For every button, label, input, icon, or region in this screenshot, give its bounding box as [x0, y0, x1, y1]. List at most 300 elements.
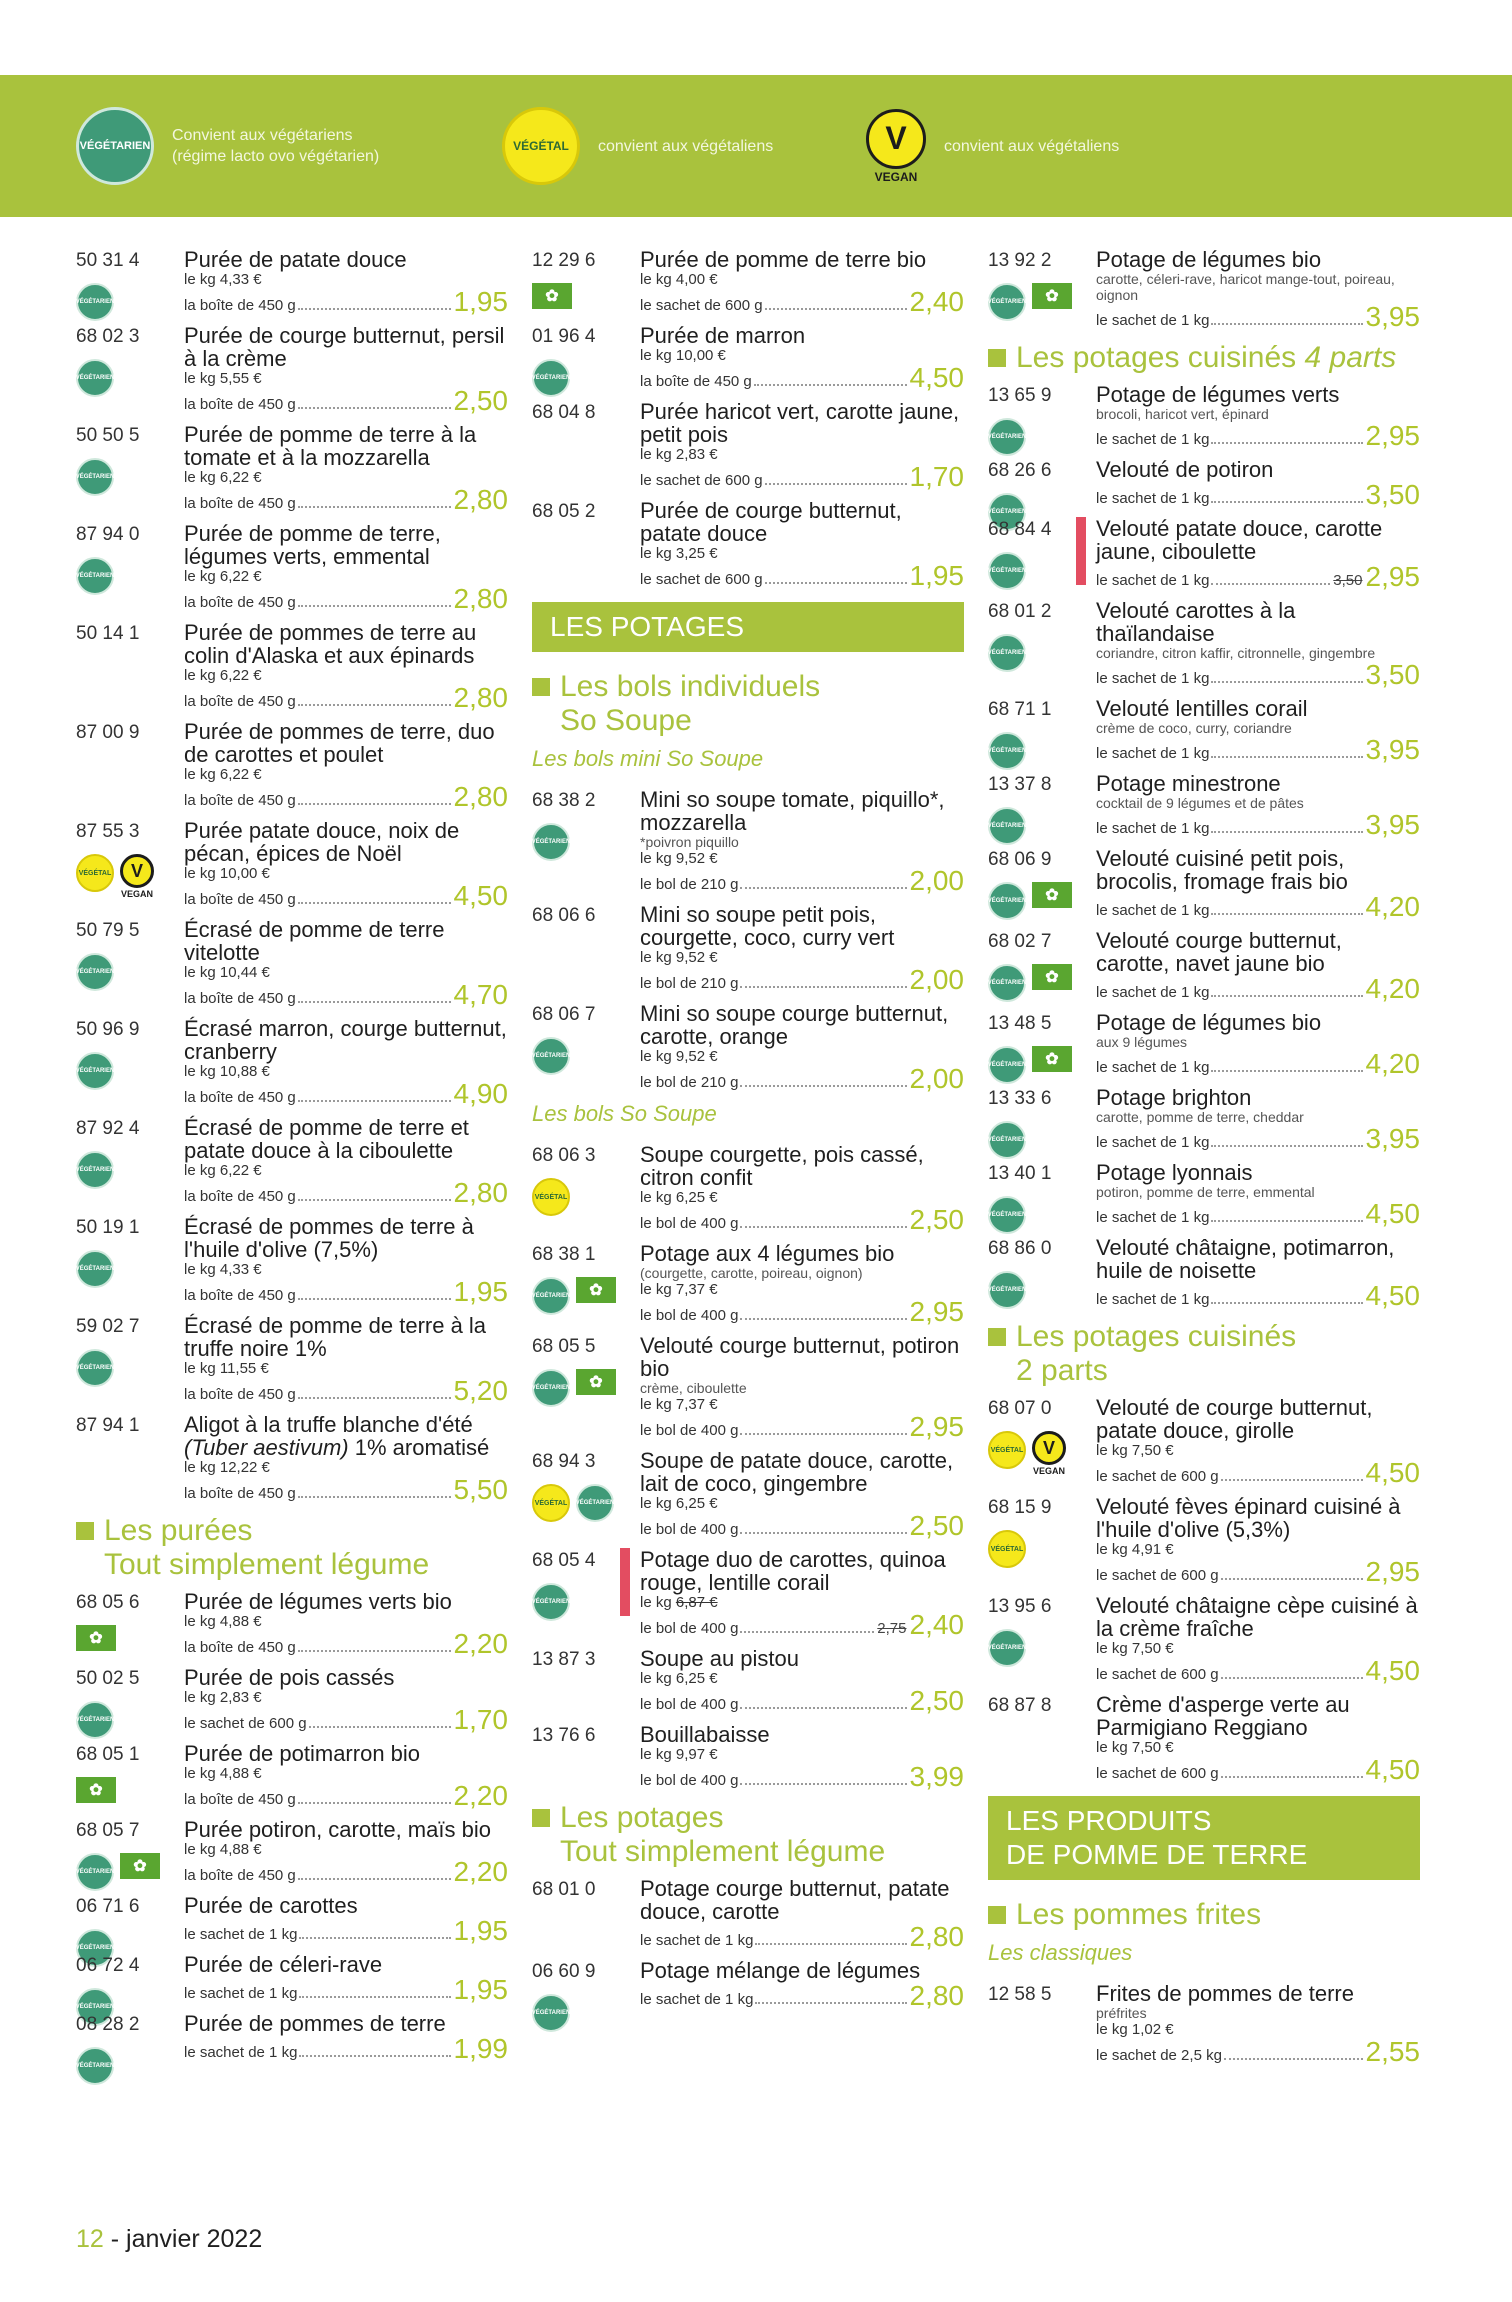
product-item	[988, 1495, 1420, 1586]
package-size: le bol de 400 g	[640, 1215, 739, 1232]
product-name: Purée haricot vert, carotte jaune, petit pois	[640, 399, 960, 447]
product-item	[988, 1982, 1420, 2066]
price-line	[184, 585, 508, 613]
vegetarien-icon: VÉGÉTARIEN	[532, 1277, 570, 1315]
leader-dots	[298, 1199, 451, 1201]
product-name: Frites de pommes de terre	[1096, 1981, 1354, 2006]
product-item	[76, 1590, 508, 1658]
price-per-kg-text: le kg 5,55 €	[184, 370, 262, 387]
product-description: crème, ciboulette	[640, 1380, 747, 1396]
price-per-kg-text: le kg 9,52 €	[640, 949, 718, 966]
product-item	[76, 1818, 508, 1886]
product-code: 87 94 0	[76, 524, 140, 545]
price: 1,95	[453, 1915, 508, 1946]
vegan-label: VEGAN	[120, 889, 153, 899]
price-per-kg-text: le kg 7,50 €	[1096, 1640, 1174, 1657]
leader-dots	[740, 1631, 874, 1633]
leader-dots	[740, 986, 906, 988]
leader-dots	[1211, 323, 1362, 325]
bio-label-icon: ✿	[532, 283, 572, 309]
package-size: le sachet de 1 kg	[1096, 431, 1210, 448]
price-per-kg-text: le kg 11,55 €	[184, 1360, 269, 1377]
package-size: le bol de 400 g	[640, 1620, 739, 1637]
product-code: 13 76 6	[532, 1725, 596, 1746]
product-labels	[76, 1052, 114, 1090]
product-description: potiron, pomme de terre, emmental	[1096, 1184, 1315, 1200]
package-size: le sachet de 2,5 kg	[1096, 2047, 1222, 2064]
heading-square	[988, 349, 1006, 367]
price: 2,95	[1365, 561, 1420, 592]
product-labels	[532, 359, 570, 397]
leader-dots	[740, 1433, 906, 1435]
leader-dots	[1211, 1220, 1362, 1222]
package-size: le sachet de 600 g	[184, 1715, 307, 1732]
price-per-kg-text: le kg 6,25 €	[640, 1189, 718, 1206]
price-line	[1096, 1657, 1420, 1685]
price: 1,95	[453, 1276, 508, 1307]
package-size: le sachet de 1 kg	[1096, 1134, 1210, 1151]
price-line	[184, 486, 508, 514]
package-size: le sachet de 1 kg	[1096, 1291, 1210, 1308]
price-line	[640, 1512, 964, 1540]
vegan-glyph: V	[866, 109, 926, 169]
italic-subheading: Les bols mini So Soupe	[532, 746, 764, 771]
package-size: la boîte de 450 g	[184, 396, 296, 413]
price-line	[184, 1377, 508, 1405]
package-size: le sachet de 1 kg	[184, 1985, 298, 2002]
vegan-label: VEGAN	[1032, 1466, 1065, 1476]
product-name: Potage aux 4 légumes bio	[640, 1241, 895, 1266]
price-per-kg-text: le kg 12,22 €	[184, 1459, 270, 1476]
old-price: 3,50	[1333, 572, 1363, 589]
leader-dots	[1211, 831, 1362, 833]
section-subheading	[988, 1898, 1420, 1932]
price: 4,50	[1365, 1198, 1420, 1229]
product-item	[988, 248, 1420, 331]
package-size: le bol de 210 g	[640, 975, 739, 992]
price-line	[1096, 1459, 1420, 1487]
product-item	[988, 517, 1420, 591]
vegan-icon	[866, 109, 926, 184]
subheading-line: Tout simplement légume	[104, 1548, 430, 1581]
legend-vegetarien-text-2: (régime lacto ovo végétarien)	[172, 148, 380, 165]
product-description: crème de coco, curry, coriandre	[1096, 720, 1292, 736]
section-banner-line: LES PRODUITS	[1006, 1805, 1212, 1836]
product-code: 68 38 1	[532, 1244, 596, 1265]
product-labels	[988, 418, 1026, 456]
product-name-part: Aligot à la truffe blanche d'été	[184, 1412, 473, 1437]
product-name: Potage de légumes bio	[1096, 247, 1322, 272]
product-labels	[988, 1629, 1026, 1667]
product-name: Purée de pommes de terre au colin d'Alaska et aux épinards	[184, 620, 477, 668]
bio-label-icon: ✿	[1032, 882, 1072, 908]
leader-dots	[309, 1726, 451, 1728]
price: 2,80	[909, 1921, 964, 1952]
footer-separator: -	[103, 2225, 127, 2253]
price-per-kg-text: le kg 6,22 €	[184, 1162, 262, 1179]
bio-label-icon: ✿	[1032, 964, 1072, 990]
price: 4,90	[453, 1078, 508, 1109]
product-code: 13 40 1	[988, 1163, 1052, 1184]
price-per-kg-text: le kg 7,37 €	[640, 1281, 718, 1298]
price-line	[184, 387, 508, 415]
leader-dots	[1221, 1776, 1363, 1778]
section-subheading	[532, 670, 964, 738]
product-name: Velouté de courge butternut, patate douce, girolle	[1096, 1395, 1373, 1443]
product-item	[75, 1893, 508, 1951]
price: 4,50	[453, 880, 508, 911]
product-code: 68 05 1	[76, 1744, 140, 1765]
product-code: 68 07 0	[988, 1398, 1052, 1419]
package-size: le sachet de 600 g	[640, 571, 763, 588]
price-per-kg-text: le kg 6,22 €	[184, 766, 262, 783]
price: 1,70	[453, 1704, 508, 1735]
vegetarien-icon: VÉGÉTARIEN	[532, 823, 570, 861]
section-subheading-text	[104, 1514, 429, 1582]
price-line	[1096, 1558, 1420, 1586]
product-item	[532, 400, 964, 491]
legend-vegetal-text: convient aux végétaliens	[598, 137, 774, 155]
price-line	[184, 981, 508, 1009]
package-size: la boîte de 450 g	[184, 1485, 296, 1502]
product-code: 12 29 6	[532, 250, 596, 271]
price-line	[640, 867, 964, 895]
product-description: *poivron piquillo	[640, 834, 739, 850]
subheading-line: So Soupe	[560, 704, 692, 737]
product-description: carotte, céleri-rave, haricot mange-tout, poireau, oignon	[1096, 271, 1395, 303]
product-code: 68 05 2	[532, 501, 596, 522]
product-code: 06 72 4	[76, 1955, 140, 1976]
leader-dots	[298, 506, 451, 508]
product-labels	[988, 1530, 1026, 1568]
leader-dots	[740, 1318, 906, 1320]
price: 2,95	[909, 1296, 964, 1327]
product-labels	[532, 823, 570, 861]
product-item	[76, 1413, 508, 1504]
product-name: Velouté châtaigne, potimarron, huile de noisette	[1096, 1235, 1395, 1283]
price-line	[1096, 303, 1420, 331]
legend-vegetal	[502, 75, 773, 217]
product-name: Purée de marron	[640, 323, 806, 348]
product-item	[988, 599, 1420, 689]
product-item	[75, 2011, 508, 2069]
product-name: Potage courge butternut, patate douce, carotte	[640, 1876, 950, 1924]
product-labels	[532, 1583, 570, 1621]
leader-dots	[754, 384, 907, 386]
section-subheading	[988, 1320, 1420, 1388]
product-name: Purée de pomme de terre bio	[640, 247, 927, 272]
price-line	[184, 288, 508, 316]
price: 4,20	[1365, 1048, 1420, 1079]
package-size: la boîte de 450 g	[184, 1639, 296, 1656]
price: 2,80	[909, 1980, 964, 2011]
subheading-line: 2 parts	[1016, 1354, 1108, 1387]
product-name: Purée de céleri-rave	[184, 1952, 383, 1977]
product-item	[988, 1161, 1420, 1228]
price-line	[184, 1917, 508, 1945]
product-item	[76, 819, 508, 910]
product-labels	[76, 1250, 114, 1288]
product-item	[988, 1236, 1420, 1310]
vegetarien-icon: VÉGÉTARIEN	[76, 557, 114, 595]
section-subheading-text	[1016, 1320, 1296, 1388]
product-name: Purée de pommes de terre, duo de carottes et poulet	[184, 719, 495, 767]
product-item	[988, 383, 1420, 450]
product-name: Purée de pomme de terre à la tomate et à la mozzarella	[184, 422, 477, 470]
product-code: 13 48 5	[988, 1013, 1052, 1034]
product-item	[988, 1693, 1420, 1784]
product-code: 68 87 8	[988, 1695, 1052, 1716]
product-name: Velouté carottes à la thaïlandaise	[1096, 598, 1296, 646]
product-labels	[76, 1701, 114, 1739]
product-name: Soupe courgette, pois cassé, citron confit	[640, 1142, 924, 1190]
vegetarien-icon: VÉGÉTARIEN	[76, 1052, 114, 1090]
price-per-kg-text: le kg 4,88 €	[184, 1613, 262, 1630]
bio-label-icon: ✿	[576, 1277, 616, 1303]
vegetarien-icon: VÉGÉTARIEN	[532, 1369, 570, 1407]
product-labels	[988, 552, 1026, 590]
leader-dots	[1211, 681, 1362, 683]
leader-dots	[740, 1085, 906, 1087]
product-item	[532, 324, 964, 392]
package-size: le sachet de 1 kg	[1096, 670, 1210, 687]
product-code: 13 95 6	[988, 1596, 1052, 1617]
product-code: 68 02 3	[76, 326, 140, 347]
product-code: 68 06 7	[532, 1004, 596, 1025]
product-labels	[76, 1625, 116, 1651]
price-per-kg-text: le kg 10,00 €	[184, 865, 270, 882]
price: 4,50	[1365, 1754, 1420, 1785]
price-line	[184, 684, 508, 712]
price-per-kg-text: le kg 10,00 €	[640, 347, 726, 364]
product-code: 68 84 4	[988, 519, 1052, 540]
product-item	[532, 1449, 964, 1540]
price: 4,20	[1365, 891, 1420, 922]
product-name: Velouté cuisiné petit pois, brocolis, fromage frais bio	[1096, 846, 1348, 894]
product-code: 13 92 2	[988, 250, 1052, 271]
vegetal-icon: VÉGÉTAL	[502, 107, 580, 185]
product-name: Soupe au pistou	[640, 1646, 800, 1671]
product-item	[76, 522, 508, 613]
vegetarien-icon: VÉGÉTARIEN	[988, 552, 1026, 590]
bio-label-icon: ✿	[576, 1369, 616, 1395]
product-name: Potage mélange de légumes	[640, 1958, 921, 1983]
product-labels	[76, 1349, 114, 1387]
vegetarien-icon: VÉGÉTARIEN	[76, 359, 114, 397]
price-per-kg-text: le kg 4,91 €	[1096, 1541, 1174, 1558]
product-code: 12 58 5	[988, 1984, 1052, 2005]
leader-dots	[298, 1100, 451, 1102]
price-per-kg-text: le kg 6,22 €	[184, 568, 262, 585]
section-subheading	[532, 1801, 964, 1869]
package-size: le sachet de 1 kg	[184, 1926, 298, 1943]
product-item	[532, 1647, 964, 1715]
package-size: le sachet de 600 g	[1096, 1765, 1219, 1782]
product-name: Écrasé marron, courge butternut, cranberry	[184, 1016, 507, 1064]
price: 2,00	[909, 1063, 964, 1094]
price-per-kg-text: le kg	[640, 1594, 676, 1611]
product-labels	[988, 1121, 1026, 1159]
vegetarien-icon: VÉGÉTARIEN	[76, 2047, 114, 2085]
product-code: 59 02 7	[76, 1316, 140, 1337]
product-name: Purée de courge butternut, persil à la crème	[184, 323, 505, 371]
price: 2,50	[909, 1685, 964, 1716]
subheading-italic-part: 4 parts	[1304, 341, 1397, 374]
price-per-kg-text: le kg 9,52 €	[640, 850, 718, 867]
price: 2,80	[453, 583, 508, 614]
vegetal-icon: VÉGÉTAL	[532, 1484, 570, 1522]
product-item	[987, 457, 1420, 515]
price-line	[640, 1687, 964, 1715]
promo-marker	[620, 1548, 630, 1616]
product-code: 68 15 9	[988, 1497, 1052, 1518]
product-code: 13 87 3	[532, 1649, 596, 1670]
vegetarien-icon: VÉGÉTARIEN	[76, 1701, 114, 1739]
package-size: le sachet de 1 kg	[1096, 312, 1210, 329]
section-subheading-text	[560, 670, 820, 738]
price: 4,50	[1365, 1655, 1420, 1686]
price-line	[1096, 481, 1420, 509]
package-size: le sachet de 1 kg	[1096, 572, 1210, 589]
price: 1,70	[909, 461, 964, 492]
price-line	[1096, 975, 1420, 1003]
product-labels	[76, 283, 114, 321]
italic-subheading: Les classiques	[988, 1940, 1133, 1965]
product-labels	[988, 882, 1072, 920]
price: 2,55	[1365, 2036, 1420, 2067]
price-line	[1096, 736, 1420, 764]
product-item	[988, 1396, 1420, 1487]
page-footer	[76, 2225, 262, 2254]
product-labels	[988, 1046, 1072, 1084]
product-labels	[532, 1037, 570, 1075]
package-size: le bol de 400 g	[640, 1307, 739, 1324]
vegan-label: VEGAN	[874, 169, 918, 184]
product-code: 68 04 8	[532, 402, 596, 423]
subheading-line: Les purées	[104, 1514, 253, 1547]
price: 3,50	[1365, 479, 1420, 510]
leader-dots	[765, 483, 907, 485]
price-per-kg-text: le kg 9,52 €	[640, 1048, 718, 1065]
vegetal-icon: VÉGÉTAL	[532, 1178, 570, 1216]
package-size: le bol de 400 g	[640, 1772, 739, 1789]
price-line	[184, 1706, 508, 1734]
product-code: 13 37 8	[988, 774, 1052, 795]
promo-marker	[1076, 517, 1086, 585]
leader-dots	[755, 1943, 906, 1945]
package-size: le bol de 400 g	[640, 1521, 739, 1538]
leader-dots	[298, 704, 451, 706]
product-description: aux 9 légumes	[1096, 1034, 1188, 1050]
price-line	[1096, 1282, 1420, 1310]
leader-dots	[298, 1298, 451, 1300]
product-labels	[532, 1484, 614, 1522]
price-per-kg-text: le kg 6,25 €	[640, 1670, 718, 1687]
product-code: 68 05 7	[76, 1820, 140, 1841]
product-item	[532, 1877, 964, 1951]
product-item	[532, 1723, 964, 1791]
price-per-kg-text: le kg 2,83 €	[640, 446, 718, 463]
leader-dots	[299, 1937, 450, 1939]
price-line	[184, 1080, 508, 1108]
product-name: Crème d'asperge verte au Parmigiano Reggiano	[1096, 1692, 1350, 1740]
product-code: 50 96 9	[76, 1019, 140, 1040]
vegetarien-icon: VÉGÉTARIEN	[988, 1196, 1026, 1234]
heading-square	[532, 1809, 550, 1827]
product-code: 06 60 9	[532, 1961, 596, 1982]
vegetarien-icon: VÉGÉTARIEN	[988, 1271, 1026, 1309]
product-labels	[532, 283, 572, 309]
price: 2,20	[453, 1628, 508, 1659]
product-code: 68 86 0	[988, 1238, 1052, 1259]
leader-dots	[298, 902, 451, 904]
product-labels	[76, 854, 154, 899]
leader-dots	[740, 887, 906, 889]
product-code: 68 06 6	[532, 905, 596, 926]
price: 3,95	[1365, 734, 1420, 765]
product-name: Velouté châtaigne cèpe cuisiné à la crème fraîche	[1096, 1593, 1418, 1641]
price: 3,95	[1365, 809, 1420, 840]
legend-vegetarien-text-1: Convient aux végétariens	[172, 127, 353, 144]
price: 4,70	[453, 979, 508, 1010]
price-per-kg-old: 6,87 €	[675, 1594, 718, 1611]
product-item	[75, 1952, 508, 2010]
subheading-line: Les pommes frites	[1016, 1898, 1262, 1931]
product-name: Mini so soupe tomate, piquillo*, mozzarella	[640, 787, 945, 835]
leader-dots	[298, 1397, 451, 1399]
leader-dots	[755, 2002, 906, 2004]
price: 1,95	[453, 286, 508, 317]
subheading-part: Les potages cuisinés	[1016, 341, 1305, 374]
leader-dots	[1221, 1677, 1363, 1679]
product-description: (courgette, carotte, poireau, oignon)	[640, 1265, 863, 1281]
leader-dots	[1221, 1479, 1363, 1481]
package-size: la boîte de 450 g	[184, 1791, 296, 1808]
product-code: 87 00 9	[76, 722, 140, 743]
price-line	[184, 2035, 508, 2063]
price: 4,20	[1365, 973, 1420, 1004]
leader-dots	[1211, 501, 1362, 503]
product-code: 68 01 0	[532, 1879, 596, 1900]
subheading-line: Les potages cuisinés	[1016, 1320, 1297, 1353]
price: 5,50	[453, 1474, 508, 1505]
product-name: Velouté lentilles corail	[1096, 696, 1308, 721]
bio-label-icon: ✿	[76, 1625, 116, 1651]
product-name: Purée de potimarron bio	[184, 1741, 421, 1766]
product-name: Mini so soupe petit pois, courgette, coco, curry vert	[640, 902, 895, 950]
vegetal-icon: VÉGÉTAL	[76, 854, 114, 892]
product-labels	[988, 964, 1072, 1002]
price-per-kg-text: le kg 4,88 €	[184, 1765, 262, 1782]
package-size: la boîte de 450 g	[184, 1867, 296, 1884]
product-code: 68 26 6	[988, 460, 1052, 481]
leader-dots	[740, 1707, 906, 1709]
product-item	[76, 324, 508, 415]
vegetarien-icon: VÉGÉTARIEN	[76, 1151, 114, 1189]
price-per-kg-text: le kg 10,88 €	[184, 1063, 270, 1080]
leader-dots	[1211, 1145, 1362, 1147]
section-banner-line: LES POTAGES	[550, 611, 744, 642]
product-name: Potage de légumes bio	[1096, 1010, 1322, 1035]
product-code: 06 71 6	[76, 1896, 140, 1917]
price-per-kg-text: le kg 6,22 €	[184, 469, 262, 486]
leader-dots	[1211, 1070, 1362, 1072]
price-line	[1096, 811, 1420, 839]
product-name	[184, 1413, 508, 1459]
product-labels	[988, 634, 1026, 672]
package-size: le sachet de 600 g	[640, 472, 763, 489]
bio-label-icon: ✿	[120, 1853, 160, 1879]
